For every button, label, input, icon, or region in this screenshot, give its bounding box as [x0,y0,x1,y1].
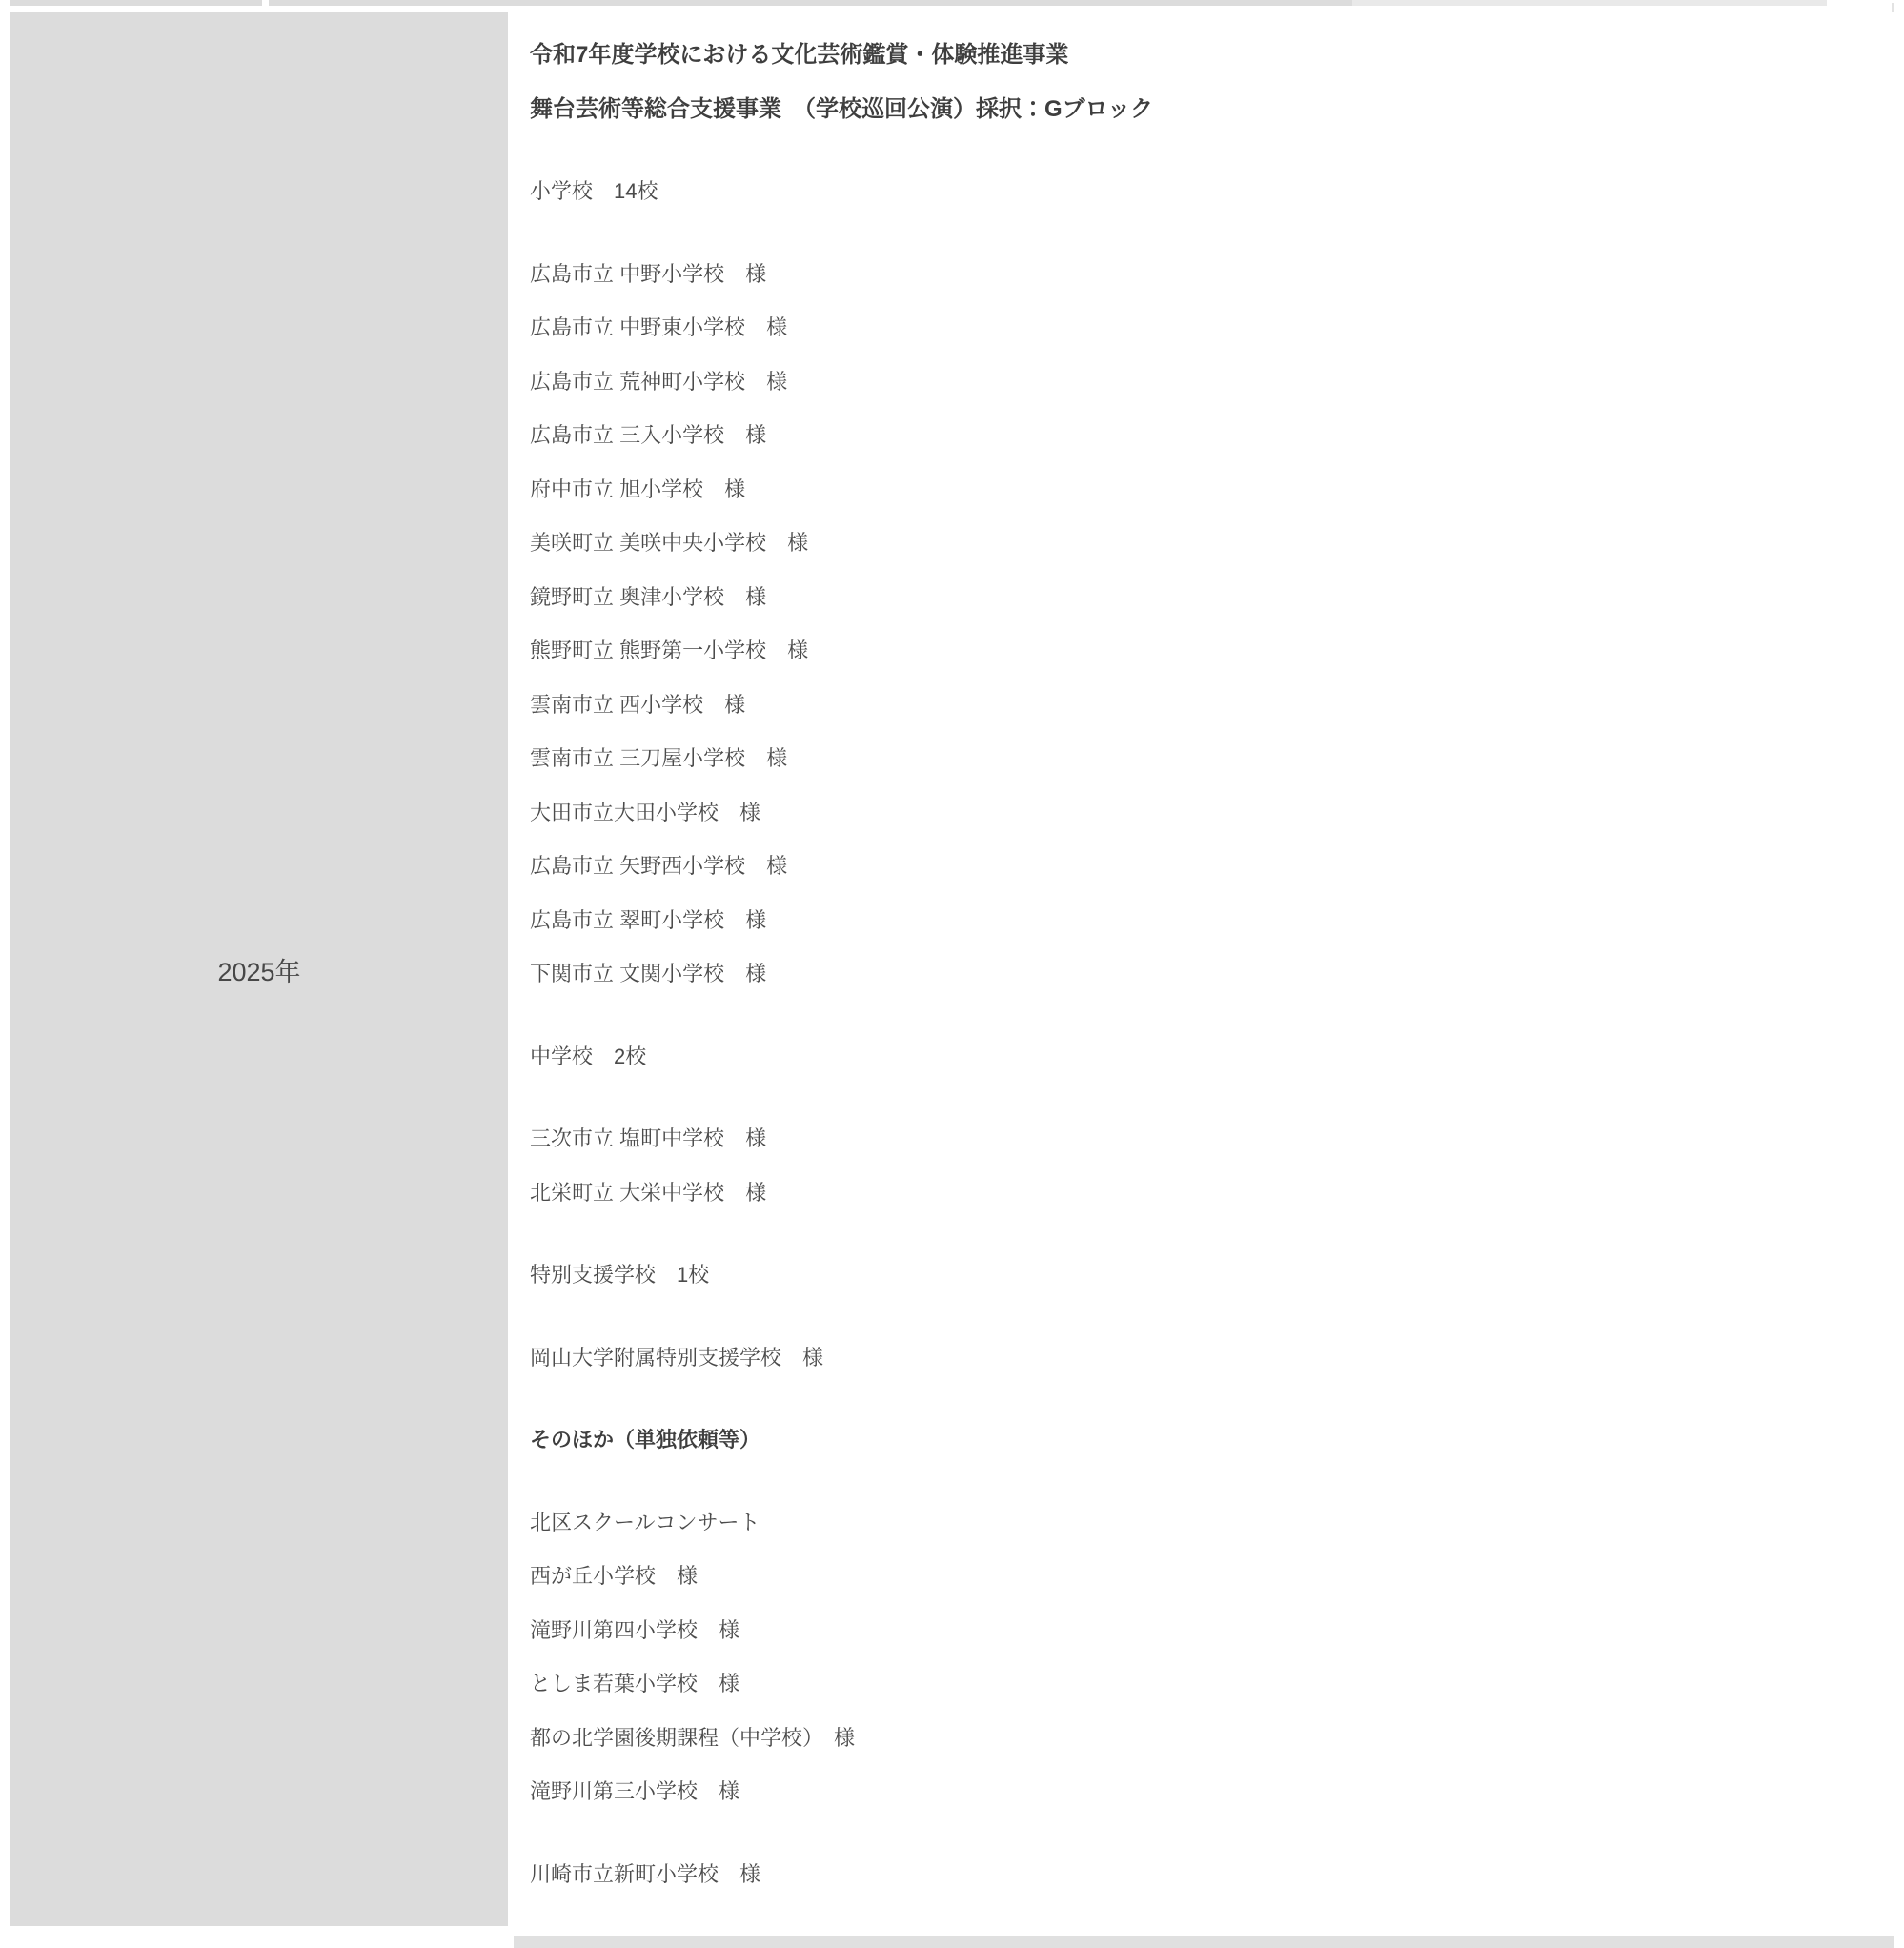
content-line: 都の北学園後期課程（中学校） 様 [530,1725,856,1750]
content-line: そのほか（単独依頼等） [530,1428,761,1451]
content-line: 滝野川第四小学校 様 [530,1617,740,1642]
content-line: 中学校 2校 [530,1044,647,1068]
content-line: 大田市立大田小学校 様 [530,800,761,824]
content-paragraph [530,1848,1855,1902]
content-paragraph [530,165,1855,219]
content-line: 特別支援学校 1校 [530,1263,710,1287]
year-cell [10,12,508,1926]
content-line: 広島市立 矢野西小学校 様 [530,854,788,878]
content-line: 岡山大学附属特別支援学校 様 [530,1345,824,1370]
content-line: 西が丘小学校 様 [530,1564,699,1588]
previous-row-sliver-middle [269,0,1352,6]
content-line: 雲南市立 三刀屋小学校 様 [530,746,788,770]
content-paragraph [530,1496,1855,1819]
content-line: 熊野町立 熊野第一小学校 様 [530,639,809,662]
content-paragraph [530,1030,1855,1085]
content-line: 美咲町立 美咲中央小学校 様 [530,531,809,555]
content-paragraph [530,248,1855,1002]
content-line: 三次市立 塩町中学校 様 [530,1126,767,1150]
content-line: 広島市立 中野小学校 様 [530,261,767,286]
content-line: 下関市立 文関小学校 様 [530,962,767,985]
content-line: 舞台芸術等総合支援事業 （学校巡回公演）採択：Gブロック [530,95,1154,122]
year-label: 2025年 [217,957,301,986]
content-line: 広島市立 中野東小学校 様 [530,315,788,339]
content-line: 令和7年度学校における文化芸術鑑賞・体験推進事業 [530,42,1069,68]
content-line: 小学校 14校 [530,179,658,203]
content-line: としま若葉小学校 様 [530,1672,740,1695]
content-line: 府中市立 旭小学校 様 [530,477,746,501]
content-line: 川崎市立新町小学校 様 [530,1861,761,1886]
content-heading-paragraph [530,29,1855,136]
content-cell [508,12,1894,1926]
content-line: 広島市立 三入小学校 様 [530,423,767,447]
content-paragraph [530,1248,1855,1303]
content-line: 北栄町立 大栄中学校 様 [530,1180,767,1205]
content-line: 鏡野町立 奥津小学校 様 [530,584,767,609]
content-paragraphs [530,29,1855,1901]
content-line: 滝野川第三小学校 様 [530,1779,740,1803]
next-row-sliver [514,1936,1894,1948]
content-paragraph [530,1112,1855,1220]
content-line: 広島市立 荒神町小学校 様 [530,369,788,394]
content-line: 北区スクールコンサート [530,1510,760,1534]
previous-row-sliver-right [1352,0,1827,6]
content-heading-paragraph [530,1413,1855,1468]
previous-row-sliver-left [10,0,262,6]
content-line: 広島市立 翠町小学校 様 [530,907,767,932]
content-line: 雲南市立 西小学校 様 [530,692,746,717]
content-paragraph [530,1331,1855,1386]
